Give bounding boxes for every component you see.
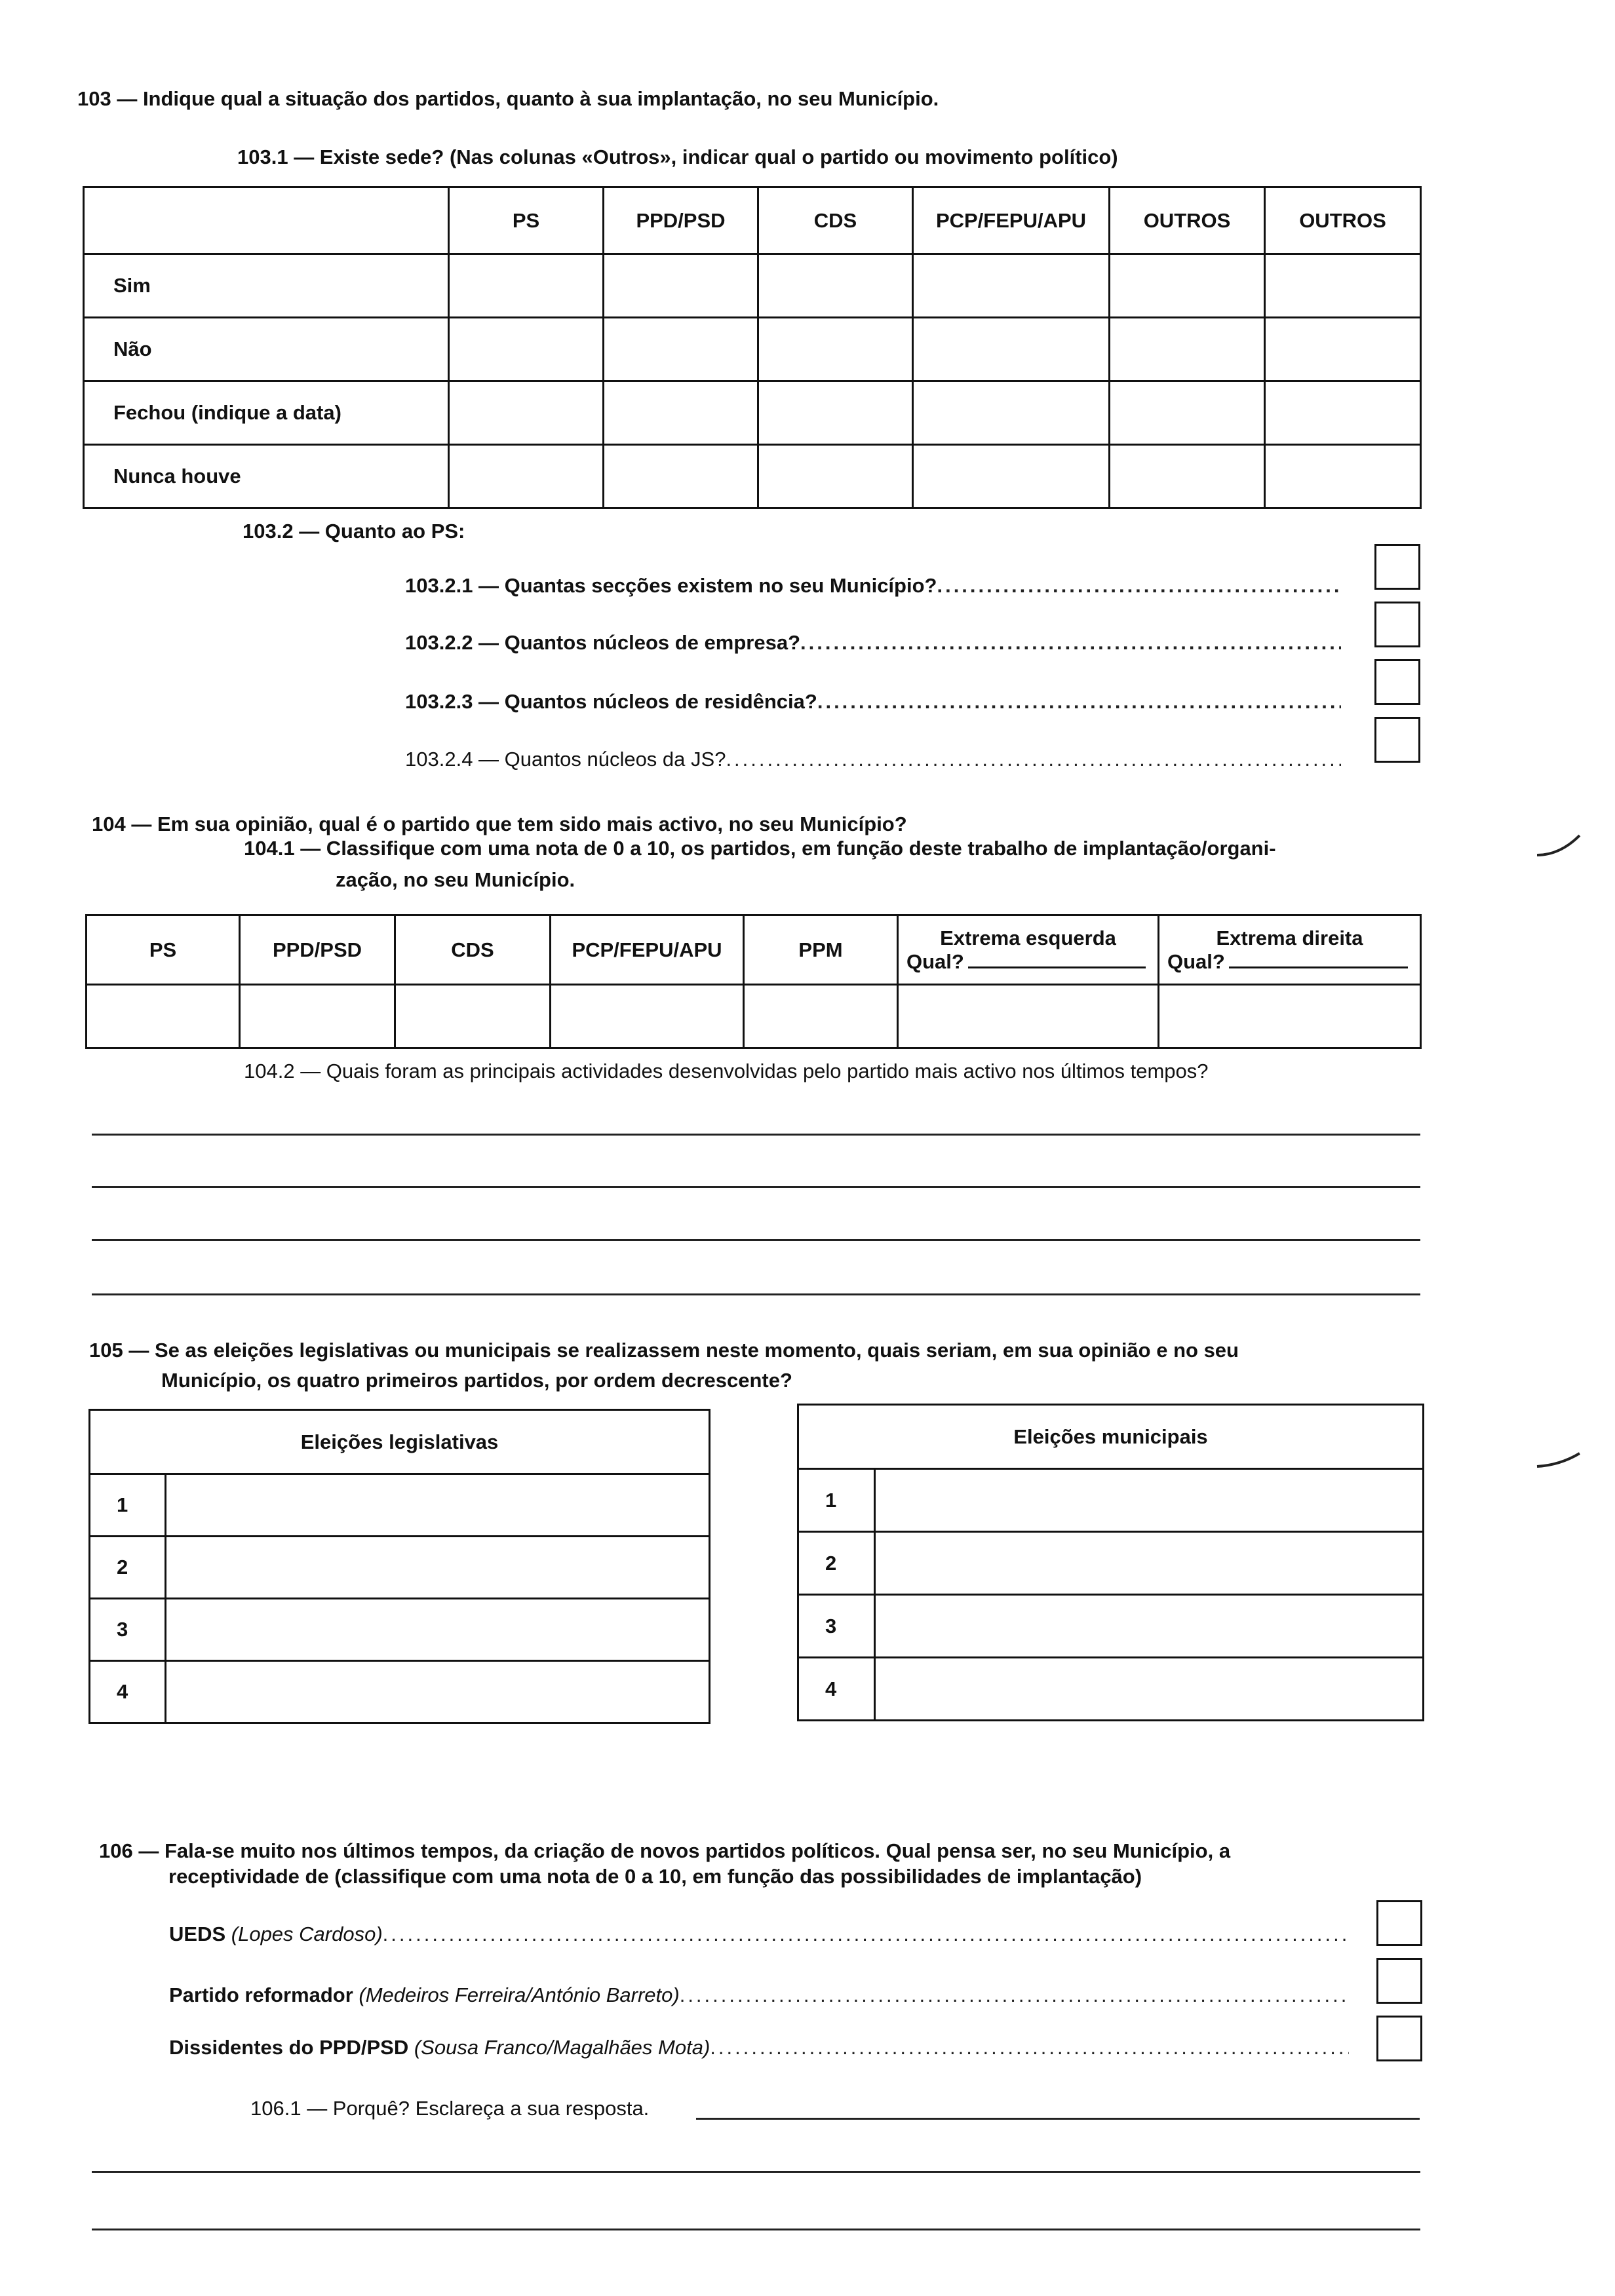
rank-4: 4 <box>798 1658 875 1721</box>
rank-4: 4 <box>90 1661 166 1723</box>
row-label-sim: Sim <box>84 254 449 318</box>
legislativas-title: Eleições legislativas <box>90 1410 710 1474</box>
answer-cell[interactable] <box>1110 381 1265 445</box>
rank-2: 2 <box>90 1537 166 1599</box>
party-cell[interactable] <box>166 1537 710 1599</box>
answer-cell[interactable] <box>1265 445 1421 508</box>
q103-2-2-row <box>405 631 1341 655</box>
option-name: Partido reformador <box>169 1983 353 2006</box>
q103-sede-table <box>83 186 1422 509</box>
party-cell[interactable] <box>875 1658 1424 1721</box>
col-header-ppd-psd: PPD/PSD <box>604 187 758 254</box>
q103-2-1-answer-box[interactable] <box>1374 544 1420 590</box>
qual-direita-field[interactable] <box>1229 953 1408 968</box>
q104-1-text-tail: , os partidos, em função deste trabalho de implantação/organi- <box>669 837 1276 860</box>
row-label-nunca-houve: Nunca houve <box>84 445 449 508</box>
col-header-extrema-esquerda <box>898 915 1159 985</box>
q106-text-tail: ) <box>1135 1865 1142 1888</box>
q103-2-1-row <box>405 574 1341 598</box>
answer-line[interactable] <box>92 2229 1420 2230</box>
q103-2-2-answer-box[interactable] <box>1374 602 1420 647</box>
rating-cell[interactable] <box>551 985 744 1048</box>
q105-text-tail: , os quatro primeiros partidos, por ordem decrescente? <box>256 1369 792 1392</box>
col-header-cds: CDS <box>758 187 913 254</box>
ueds-rating-box[interactable] <box>1376 1900 1422 1946</box>
municipais-title: Eleições municipais <box>798 1405 1424 1469</box>
col-header-ppm: PPM <box>744 915 898 985</box>
col-header-extrema-direita <box>1159 915 1421 985</box>
q106-emphasis: em função das possibilidades de implantação <box>692 1865 1135 1888</box>
col-header-ps: PS <box>87 915 240 985</box>
answer-cell[interactable] <box>913 445 1110 508</box>
municipais-table <box>797 1404 1424 1721</box>
rank-1: 1 <box>90 1474 166 1537</box>
q106-1-title: 106.1 — Porquê? Esclareça a sua resposta. <box>250 2097 650 2120</box>
q104-1-line2: zação, no seu Município. <box>336 868 575 891</box>
party-cell[interactable] <box>166 1599 710 1661</box>
rating-cell[interactable] <box>898 985 1159 1048</box>
qual-label: Qual? <box>906 949 964 973</box>
rank-3: 3 <box>798 1595 875 1658</box>
party-cell[interactable] <box>875 1595 1424 1658</box>
rating-cell[interactable] <box>87 985 240 1048</box>
q105-line1 <box>89 1339 1239 1362</box>
q106-option-dissidentes <box>169 2036 1349 2059</box>
col-header-ps: PS <box>449 187 604 254</box>
q106-option-ueds <box>169 1923 1349 1946</box>
q103-title: 103 — Indique qual a situação dos partidos, quanto à sua implantação, no seu Município. <box>77 87 939 110</box>
dissidentes-rating-box[interactable] <box>1376 2016 1422 2061</box>
answer-cell[interactable] <box>913 254 1110 318</box>
q104-title-emphasis: mais activo <box>606 813 718 835</box>
extrema-esquerda-label: Extrema esquerda <box>940 926 1116 949</box>
answer-cell[interactable] <box>758 318 913 381</box>
option-name: UEDS <box>169 1923 226 1945</box>
option-name: Dissidentes do PPD/PSD <box>169 2036 409 2059</box>
q104-title-text: 104 — Em sua opinião, qual é o partido que tem sido <box>92 813 607 835</box>
q103-2-3-label: 103.2.3 — Quantos núcleos de residência? <box>405 690 817 713</box>
col-header-pcp: PCP/FEPU/APU <box>551 915 744 985</box>
answer-cell[interactable] <box>449 254 604 318</box>
rank-2: 2 <box>798 1532 875 1595</box>
party-cell[interactable] <box>875 1469 1424 1532</box>
answer-cell[interactable] <box>449 381 604 445</box>
rank-1: 1 <box>798 1469 875 1532</box>
option-detail: (Lopes Cardoso) <box>231 1923 383 1945</box>
option-detail: (Medeiros Ferreira/António Barreto) <box>359 1983 680 2006</box>
scan-mark <box>1534 822 1586 875</box>
row-label-nao: Não <box>84 318 449 381</box>
scan-mark <box>1534 1442 1586 1481</box>
col-header-outros-1: OUTROS <box>1110 187 1265 254</box>
q106-line2 <box>168 1865 1142 1888</box>
q105-line2 <box>161 1369 792 1392</box>
rating-cell[interactable] <box>395 985 551 1048</box>
q104-1-line1 <box>244 837 1276 860</box>
q103-2-1-label: 103.2.1 — Quantas secções existem no seu Município? <box>405 574 937 597</box>
q104-title-tail: , no seu Município? <box>717 813 907 835</box>
rating-cell[interactable] <box>744 985 898 1048</box>
extrema-direita-label: Extrema direita <box>1216 926 1363 949</box>
q104-title <box>92 813 907 836</box>
rank-3: 3 <box>90 1599 166 1661</box>
reformador-rating-box[interactable] <box>1376 1958 1422 2004</box>
answer-cell[interactable] <box>1265 318 1421 381</box>
q106-line1: 106 — Fala-se muito nos últimos tempos, da criação de novos partidos políticos. Qual pensa ser, no seu Município, a <box>99 1839 1231 1862</box>
answer-line[interactable] <box>92 1134 1420 1136</box>
answer-cell[interactable] <box>1110 254 1265 318</box>
q104-ratings-table <box>85 914 1422 1049</box>
rating-cell[interactable] <box>240 985 395 1048</box>
party-cell[interactable] <box>166 1661 710 1723</box>
q103-2-4-answer-box[interactable] <box>1374 717 1420 763</box>
answer-cell[interactable] <box>1265 254 1421 318</box>
qual-esquerda-field[interactable] <box>968 953 1146 968</box>
answer-line[interactable] <box>92 1239 1420 1241</box>
q105-emphasis: em sua opinião e no seu <box>1002 1339 1239 1362</box>
q104-1-text: 104.1 — Classifique com uma nota de <box>244 837 613 860</box>
q105-emphasis-2: Município <box>161 1369 256 1392</box>
answer-cell[interactable] <box>758 254 913 318</box>
answer-cell[interactable] <box>604 445 758 508</box>
answer-cell[interactable] <box>1110 318 1265 381</box>
q103-1-title: 103.1 — Existe sede? (Nas colunas «Outros», indicar qual o partido ou movimento político) <box>237 145 1118 168</box>
answer-cell[interactable] <box>449 318 604 381</box>
option-detail: (Sousa Franco/Magalhães Mota) <box>414 2036 710 2059</box>
q103-2-4-row <box>405 748 1341 771</box>
answer-cell[interactable] <box>604 381 758 445</box>
col-header-ppd-psd: PPD/PSD <box>240 915 395 985</box>
answer-cell[interactable] <box>913 381 1110 445</box>
answer-line[interactable] <box>92 2171 1420 2173</box>
q104-1-scale: 0 a 10 <box>613 837 670 860</box>
answer-cell[interactable] <box>913 318 1110 381</box>
answer-cell[interactable] <box>449 445 604 508</box>
answer-cell[interactable] <box>604 254 758 318</box>
q106-scale: 0 a 10 <box>625 1865 682 1888</box>
answer-cell[interactable] <box>604 318 758 381</box>
q103-2-3-row <box>405 690 1341 714</box>
q103-2-2-label: 103.2.2 — Quantos núcleos de empresa? <box>405 631 801 654</box>
q103-2-title: 103.2 — Quanto ao PS: <box>243 520 465 543</box>
q105-text: 105 — Se as eleições legislativas ou municipais se realizassem neste momento, quais seriam, <box>89 1339 1003 1362</box>
rating-cell[interactable] <box>1159 985 1421 1048</box>
answer-line[interactable] <box>696 2118 1420 2120</box>
row-label-fechou: Fechou (indique a data) <box>84 381 449 445</box>
q106-option-reformador <box>169 1983 1349 2007</box>
answer-line[interactable] <box>92 1186 1420 1188</box>
q106-sep: , <box>681 1865 693 1888</box>
answer-line[interactable] <box>92 1293 1420 1295</box>
q103-2-3-answer-box[interactable] <box>1374 659 1420 705</box>
table-corner <box>84 187 449 254</box>
answer-cell[interactable] <box>1265 381 1421 445</box>
legislativas-table <box>88 1409 710 1724</box>
answer-cell[interactable] <box>758 445 913 508</box>
col-header-cds: CDS <box>395 915 551 985</box>
q104-2-title: 104.2 — Quais foram as principais actividades desenvolvidas pelo partido mais activo nos últimos tempos? <box>244 1060 1209 1082</box>
answer-cell[interactable] <box>758 381 913 445</box>
q106-text: receptividade de (classifique com uma nota de <box>168 1865 625 1888</box>
col-header-pcp: PCP/FEPU/APU <box>913 187 1110 254</box>
answer-cell[interactable] <box>1110 445 1265 508</box>
qual-label: Qual? <box>1167 949 1225 973</box>
col-header-outros-2: OUTROS <box>1265 187 1421 254</box>
q103-2-4-label: 103.2.4 — Quantos núcleos da JS? <box>405 748 726 771</box>
party-cell[interactable] <box>875 1532 1424 1595</box>
party-cell[interactable] <box>166 1474 710 1537</box>
